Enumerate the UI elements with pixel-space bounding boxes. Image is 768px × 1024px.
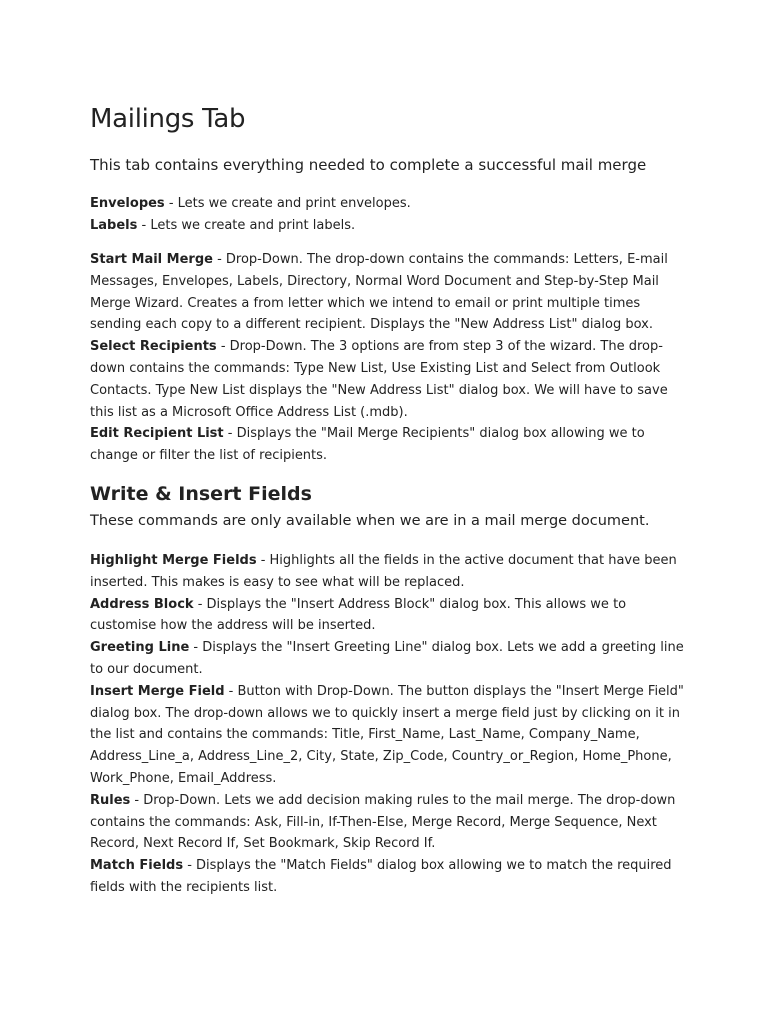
definition-rules — [90, 790, 686, 855]
definition-select-recipients — [90, 336, 686, 423]
definition-start-mail-merge — [90, 249, 686, 336]
desc-address-block: - Displays the "Insert Address Block" dialog box. This allows we to customise how the address will be inserted. — [90, 596, 627, 634]
desc-edit-recipient-list: - Displays the "Mail Merge Recipients" dialog box allowing we to change or filter the list of recipients. — [90, 426, 645, 464]
definition-labels — [90, 215, 686, 237]
definition-address-block — [90, 594, 686, 638]
page-title: Mailings Tab — [90, 104, 246, 134]
group-write-insert-fields — [90, 550, 686, 899]
term-edit-recipient-list: Edit Recipient List — [90, 426, 224, 442]
definition-envelopes — [90, 193, 686, 215]
term-start-mail-merge: Start Mail Merge — [90, 252, 213, 267]
desc-match-fields: - Displays the "Match Fields" dialog box allowing we to match the required fields with the recipients list. — [90, 858, 672, 895]
group-envelopes-labels — [90, 193, 686, 237]
term-rules: Rules — [90, 792, 131, 808]
definition-insert-merge-field — [90, 681, 686, 790]
desc-insert-merge-field: - Button with Drop-Down. The button displays the "Insert Merge Field" dialog box. The drop-down allows we to quickly insert a merge field just by clicking on it in the list and contains the commands: Title, First_Name, Last_Name, Company_Name, Address_Line_a, Address_Line_2, City, State, Zip_Code, Country_or_Region, Home_Phone, Work_Phone, Email_Address. — [90, 683, 684, 786]
section-heading-write-insert-fields: Write & Insert Fields — [90, 483, 312, 505]
term-highlight-merge-fields: Highlight Merge Fields — [90, 553, 257, 568]
definition-highlight-merge-fields — [90, 550, 686, 594]
desc-highlight-merge-fields: - Highlights all the fields in the active document that have been inserted. This makes is easy to see what will be replaced. — [90, 553, 677, 590]
intro-text: This tab contains everything needed to complete a successful mail merge — [90, 156, 647, 174]
desc-select-recipients: - Drop-Down. The 3 options are from step 3 of the wizard. The drop-down contains the commands: Type New List, Use Existing List and Select from Outlook Contacts. Type New List displays the "New Address List" dialog box. We will have to save this list as a Microsoft Office Address List (.mdb). — [90, 339, 668, 420]
definition-greeting-line — [90, 637, 686, 681]
term-insert-merge-field: Insert Merge Field — [90, 683, 225, 699]
definition-match-fields — [90, 855, 686, 899]
definition-edit-recipient-list — [90, 423, 686, 467]
desc-start-mail-merge: - Drop-Down. The drop-down contains the commands: Letters, E-mail Messages, Envelopes, Labels, Directory, Normal Word Document and Step-by-Step Mail Merge Wizard. Creates a from letter which we intend to email or print multiple times sending each copy to a different recipient. Displays the "New Address List" dialog box. — [90, 252, 668, 333]
desc-labels: - Lets we create and print labels. — [137, 217, 356, 233]
desc-rules: - Drop-Down. Lets we add decision making rules to the mail merge. The drop-down contains the commands: Ask, Fill-in, If-Then-Else, Merge Record, Merge Sequence, Next Record, Next Record If, Set Bookmark, Skip Record If. — [90, 792, 676, 852]
term-select-recipients: Select Recipients — [90, 339, 217, 355]
desc-greeting-line: - Displays the "Insert Greeting Line" dialog box. Lets we add a greeting line to our document. — [90, 640, 684, 677]
group-start-mail-merge — [90, 249, 686, 467]
term-greeting-line: Greeting Line — [90, 640, 190, 656]
desc-envelopes: - Lets we create and print envelopes. — [164, 196, 411, 211]
term-match-fields: Match Fields — [90, 858, 184, 874]
section-intro-write-insert-fields: These commands are only available when we are in a mail merge document. — [90, 513, 650, 529]
term-envelopes: Envelopes — [90, 196, 165, 211]
term-labels: Labels — [90, 217, 138, 233]
term-address-block: Address Block — [90, 596, 194, 612]
